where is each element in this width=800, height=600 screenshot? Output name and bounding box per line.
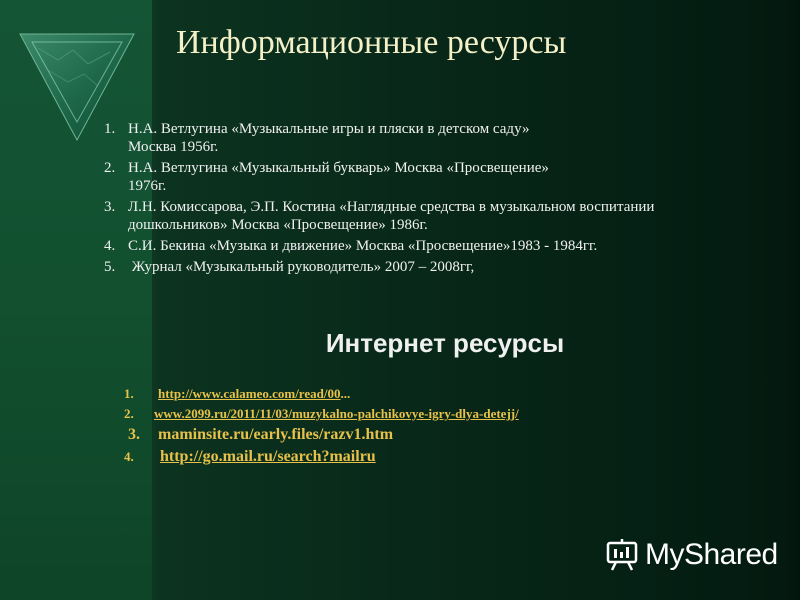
list-item [104, 120, 784, 156]
item-text-continued: 1976г. [128, 178, 167, 194]
internet-link[interactable]: http://www.calameo.com/read/00 [158, 386, 341, 401]
item-number: 4. [124, 449, 134, 464]
item-number: 1. [124, 386, 134, 401]
item-number: 5. [104, 259, 116, 275]
item-text: Л.Н. Комиссарова, Э.П. Костина «Наглядные средства в музыкальном воспитании [128, 199, 655, 215]
item-text-continued: Москва 1956г. [128, 139, 219, 155]
presentation-board-icon [605, 538, 639, 572]
list-item [104, 258, 784, 276]
item-text-continued: дошкольников» Москва «Просвещение» 1986г. [128, 217, 428, 233]
item-number: 4. [104, 238, 116, 254]
item-number: 2. [124, 406, 134, 421]
list-item [124, 406, 744, 422]
item-number: 3. [128, 426, 140, 443]
list-item [124, 426, 744, 444]
list-item [124, 448, 744, 466]
internet-link[interactable]: http://go.mail.ru/search?mailru [160, 448, 376, 465]
internet-resources-heading: Интернет ресурсы [325, 328, 565, 358]
item-text: Н.А. Ветлугина «Музыкальный букварь» Москва «Просвещение» [128, 160, 549, 176]
item-number: 1. [104, 121, 116, 137]
brand-text: MyShared [645, 538, 778, 571]
list-item [124, 386, 744, 402]
internet-link[interactable]: www.2099.ru/2011/11/03/muzykalno-palchikovye-igry-dlya-detejj/ [154, 406, 519, 421]
item-text: Журнал «Музыкальный руководитель» 2007 – 2008гг, [128, 259, 475, 275]
slide-title: Информационные ресурсы [176, 24, 567, 61]
item-number: 3. [104, 199, 116, 215]
myshared-watermark [605, 535, 778, 575]
internet-link-list [124, 386, 744, 470]
item-text: С.И. Бекина «Музыка и движение» Москва «Просвещение»1983 - 1984гг. [128, 238, 598, 254]
internet-address-text: maminsite.ru/early.files/razv1.htm [158, 426, 394, 443]
list-item [104, 237, 784, 255]
list-item [104, 159, 784, 195]
item-number: 2. [104, 160, 116, 176]
list-item [104, 198, 784, 234]
link-suffix: ... [340, 386, 351, 401]
reference-list [104, 120, 784, 279]
item-text: Н.А. Ветлугина «Музыкальные игры и пляски в детском саду» [128, 121, 530, 137]
